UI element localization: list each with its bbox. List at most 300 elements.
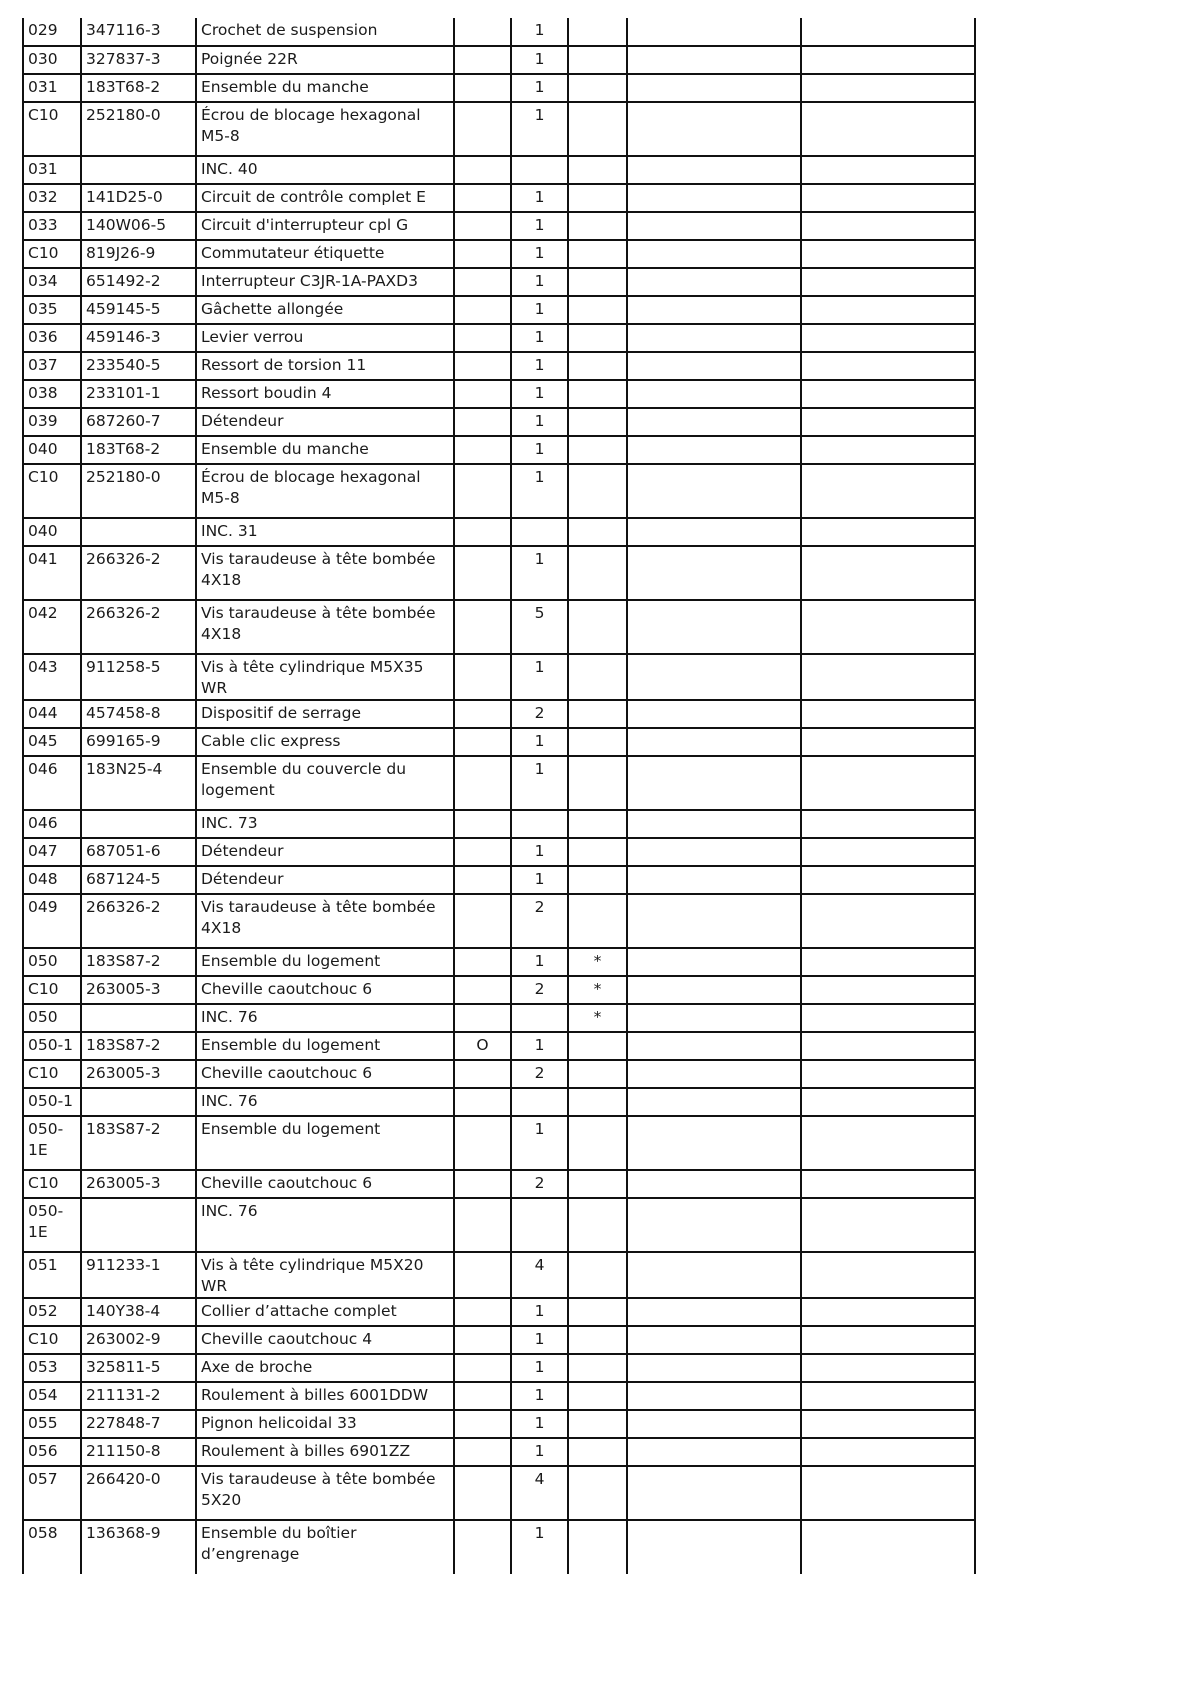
remarks-cell [627, 728, 801, 756]
table-row [23, 838, 975, 866]
description-cell: Cheville caoutchouc 6 [196, 1170, 454, 1198]
item-number-cell: 032 [23, 184, 81, 212]
quantity-cell: 1 [511, 866, 568, 894]
table-row [23, 600, 975, 654]
part-number-cell: 183N25-4 [81, 756, 196, 810]
table-row [23, 1382, 975, 1410]
remarks-cell [627, 1298, 801, 1326]
mark-cell [568, 156, 627, 184]
description-cell: Vis taraudeuse à tête bombée 4X18 [196, 546, 454, 600]
table-row [23, 324, 975, 352]
option-cell [454, 74, 511, 102]
item-number-cell: 050 [23, 948, 81, 976]
option-cell [454, 1466, 511, 1520]
item-number-cell: 030 [23, 46, 81, 74]
remarks-cell [627, 1088, 801, 1116]
notes-cell [801, 1354, 975, 1382]
option-cell [454, 1252, 511, 1298]
item-number-cell: C10 [23, 1326, 81, 1354]
part-number-cell: 136368-9 [81, 1520, 196, 1574]
quantity-cell: 1 [511, 1298, 568, 1326]
quantity-cell: 1 [511, 1116, 568, 1170]
remarks-cell [627, 74, 801, 102]
description-cell: INC. 40 [196, 156, 454, 184]
option-cell [454, 948, 511, 976]
notes-cell [801, 1032, 975, 1060]
part-number-cell: 911258-5 [81, 654, 196, 700]
option-cell [454, 156, 511, 184]
item-number-cell: 058 [23, 1520, 81, 1574]
part-number-cell: 819J26-9 [81, 240, 196, 268]
part-number-cell: 252180-0 [81, 102, 196, 156]
mark-cell: * [568, 976, 627, 1004]
table-row [23, 654, 975, 700]
item-number-cell: 043 [23, 654, 81, 700]
part-number-cell: 911233-1 [81, 1252, 196, 1298]
mark-cell [568, 756, 627, 810]
notes-cell [801, 756, 975, 810]
part-number-cell: 211150-8 [81, 1438, 196, 1466]
mark-cell [568, 728, 627, 756]
mark-cell [568, 18, 627, 46]
table-row [23, 352, 975, 380]
table-row [23, 268, 975, 296]
mark-cell [568, 46, 627, 74]
item-number-cell: 037 [23, 352, 81, 380]
notes-cell [801, 156, 975, 184]
remarks-cell [627, 1004, 801, 1032]
part-number-cell: 233101-1 [81, 380, 196, 408]
item-number-cell: 048 [23, 866, 81, 894]
option-cell [454, 380, 511, 408]
mark-cell [568, 240, 627, 268]
option-cell [454, 1410, 511, 1438]
option-cell [454, 212, 511, 240]
remarks-cell [627, 1252, 801, 1298]
mark-cell [568, 1382, 627, 1410]
quantity-cell: 1 [511, 1410, 568, 1438]
parts-table [22, 18, 976, 1574]
notes-cell [801, 212, 975, 240]
description-cell: INC. 31 [196, 518, 454, 546]
part-number-cell: 266420-0 [81, 1466, 196, 1520]
description-cell: Cheville caoutchouc 6 [196, 976, 454, 1004]
option-cell [454, 1088, 511, 1116]
notes-cell [801, 700, 975, 728]
table-row [23, 156, 975, 184]
remarks-cell [627, 268, 801, 296]
remarks-cell [627, 436, 801, 464]
quantity-cell: 5 [511, 600, 568, 654]
quantity-cell: 1 [511, 728, 568, 756]
option-cell [454, 1004, 511, 1032]
remarks-cell [627, 1466, 801, 1520]
notes-cell [801, 546, 975, 600]
table-row [23, 1170, 975, 1198]
remarks-cell [627, 1032, 801, 1060]
quantity-cell: 1 [511, 296, 568, 324]
part-number-cell: 183S87-2 [81, 1116, 196, 1170]
item-number-cell: C10 [23, 102, 81, 156]
item-number-cell: 046 [23, 810, 81, 838]
table-row [23, 212, 975, 240]
part-number-cell: 263005-3 [81, 1170, 196, 1198]
item-number-cell: C10 [23, 1170, 81, 1198]
table-row [23, 700, 975, 728]
remarks-cell [627, 408, 801, 436]
quantity-cell: 1 [511, 184, 568, 212]
item-number-cell: 040 [23, 518, 81, 546]
description-cell: Gâchette allongée [196, 296, 454, 324]
table-row [23, 380, 975, 408]
notes-cell [801, 654, 975, 700]
mark-cell [568, 1088, 627, 1116]
description-cell: Vis à tête cylindrique M5X20 WR [196, 1252, 454, 1298]
quantity-cell: 2 [511, 894, 568, 948]
item-number-cell: 054 [23, 1382, 81, 1410]
item-number-cell: 057 [23, 1466, 81, 1520]
quantity-cell: 1 [511, 464, 568, 518]
description-cell: Ensemble du logement [196, 1032, 454, 1060]
remarks-cell [627, 464, 801, 518]
remarks-cell [627, 380, 801, 408]
description-cell: Roulement à billes 6001DDW [196, 1382, 454, 1410]
remarks-cell [627, 1520, 801, 1574]
mark-cell [568, 408, 627, 436]
item-number-cell: 040 [23, 436, 81, 464]
remarks-cell [627, 1410, 801, 1438]
remarks-cell [627, 102, 801, 156]
option-cell [454, 296, 511, 324]
table-row [23, 464, 975, 518]
mark-cell [568, 1410, 627, 1438]
quantity-cell [511, 1088, 568, 1116]
item-number-cell: 033 [23, 212, 81, 240]
notes-cell [801, 1298, 975, 1326]
remarks-cell [627, 756, 801, 810]
option-cell [454, 1382, 511, 1410]
mark-cell: * [568, 1004, 627, 1032]
item-number-cell: 031 [23, 74, 81, 102]
notes-cell [801, 518, 975, 546]
part-number-cell: 325811-5 [81, 1354, 196, 1382]
mark-cell [568, 464, 627, 518]
description-cell: Vis taraudeuse à tête bombée 5X20 [196, 1466, 454, 1520]
table-row [23, 518, 975, 546]
option-cell [454, 102, 511, 156]
quantity-cell: 1 [511, 1326, 568, 1354]
part-number-cell [81, 1004, 196, 1032]
notes-cell [801, 46, 975, 74]
quantity-cell: 1 [511, 352, 568, 380]
option-cell [454, 324, 511, 352]
description-cell: Cheville caoutchouc 4 [196, 1326, 454, 1354]
quantity-cell: 1 [511, 324, 568, 352]
description-cell: Interrupteur C3JR-1A-PAXD3 [196, 268, 454, 296]
remarks-cell [627, 1438, 801, 1466]
item-number-cell: 036 [23, 324, 81, 352]
option-cell [454, 408, 511, 436]
mark-cell [568, 296, 627, 324]
item-number-cell: 056 [23, 1438, 81, 1466]
notes-cell [801, 296, 975, 324]
part-number-cell: 263002-9 [81, 1326, 196, 1354]
item-number-cell: 031 [23, 156, 81, 184]
mark-cell [568, 700, 627, 728]
notes-cell [801, 184, 975, 212]
part-number-cell [81, 1198, 196, 1252]
notes-cell [801, 436, 975, 464]
remarks-cell [627, 546, 801, 600]
remarks-cell [627, 1326, 801, 1354]
notes-cell [801, 74, 975, 102]
notes-cell [801, 1438, 975, 1466]
description-cell: Commutateur étiquette [196, 240, 454, 268]
mark-cell [568, 546, 627, 600]
item-number-cell: C10 [23, 1060, 81, 1088]
notes-cell [801, 894, 975, 948]
quantity-cell [511, 1198, 568, 1252]
table-row [23, 1438, 975, 1466]
part-number-cell: 140Y38-4 [81, 1298, 196, 1326]
quantity-cell: 1 [511, 756, 568, 810]
quantity-cell: 2 [511, 700, 568, 728]
table-row [23, 1032, 975, 1060]
remarks-cell [627, 240, 801, 268]
quantity-cell [511, 810, 568, 838]
mark-cell [568, 1466, 627, 1520]
quantity-cell: 1 [511, 380, 568, 408]
remarks-cell [627, 894, 801, 948]
description-cell: Ressort boudin 4 [196, 380, 454, 408]
mark-cell [568, 1354, 627, 1382]
description-cell: Crochet de suspension [196, 18, 454, 46]
item-number-cell: 055 [23, 1410, 81, 1438]
option-cell [454, 700, 511, 728]
option-cell [454, 894, 511, 948]
part-number-cell: 266326-2 [81, 894, 196, 948]
remarks-cell [627, 1382, 801, 1410]
description-cell: Collier d’attache complet [196, 1298, 454, 1326]
option-cell [454, 976, 511, 1004]
mark-cell [568, 1298, 627, 1326]
remarks-cell [627, 866, 801, 894]
description-cell: Ressort de torsion 11 [196, 352, 454, 380]
item-number-cell: 047 [23, 838, 81, 866]
description-cell: INC. 73 [196, 810, 454, 838]
mark-cell [568, 894, 627, 948]
mark-cell [568, 268, 627, 296]
quantity-cell [511, 1004, 568, 1032]
item-number-cell: 041 [23, 546, 81, 600]
option-cell [454, 268, 511, 296]
description-cell: Ensemble du boîtier d’engrenage [196, 1520, 454, 1574]
part-number-cell: 266326-2 [81, 600, 196, 654]
table-row [23, 102, 975, 156]
mark-cell [568, 212, 627, 240]
notes-cell [801, 1116, 975, 1170]
description-cell: Ensemble du manche [196, 74, 454, 102]
item-number-cell: 039 [23, 408, 81, 436]
quantity-cell: 2 [511, 976, 568, 1004]
notes-cell [801, 1252, 975, 1298]
notes-cell [801, 102, 975, 156]
description-cell: Poignée 22R [196, 46, 454, 74]
table-row [23, 894, 975, 948]
item-number-cell: 038 [23, 380, 81, 408]
quantity-cell: 1 [511, 1438, 568, 1466]
mark-cell [568, 838, 627, 866]
description-cell: INC. 76 [196, 1004, 454, 1032]
mark-cell [568, 518, 627, 546]
part-number-cell: 140W06-5 [81, 212, 196, 240]
item-number-cell: 034 [23, 268, 81, 296]
part-number-cell: 699165-9 [81, 728, 196, 756]
table-row [23, 1410, 975, 1438]
part-number-cell: 183S87-2 [81, 948, 196, 976]
notes-cell [801, 838, 975, 866]
description-cell: Axe de broche [196, 1354, 454, 1382]
notes-cell [801, 1088, 975, 1116]
mark-cell [568, 1520, 627, 1574]
item-number-cell: C10 [23, 240, 81, 268]
description-cell: Ensemble du logement [196, 948, 454, 976]
part-number-cell: 687260-7 [81, 408, 196, 436]
description-cell: Dispositif de serrage [196, 700, 454, 728]
option-cell [454, 1060, 511, 1088]
remarks-cell [627, 1198, 801, 1252]
mark-cell [568, 654, 627, 700]
notes-cell [801, 380, 975, 408]
mark-cell [568, 1252, 627, 1298]
remarks-cell [627, 324, 801, 352]
notes-cell [801, 240, 975, 268]
part-number-cell [81, 156, 196, 184]
remarks-cell [627, 1060, 801, 1088]
table-row [23, 866, 975, 894]
item-number-cell: 042 [23, 600, 81, 654]
description-cell: Détendeur [196, 408, 454, 436]
option-cell [454, 436, 511, 464]
mark-cell [568, 184, 627, 212]
quantity-cell: 1 [511, 74, 568, 102]
item-number-cell: 050-1 [23, 1088, 81, 1116]
remarks-cell [627, 1354, 801, 1382]
quantity-cell: 1 [511, 436, 568, 464]
description-cell: Détendeur [196, 838, 454, 866]
quantity-cell: 1 [511, 654, 568, 700]
option-cell [454, 518, 511, 546]
parts-table-body [23, 18, 975, 1574]
mark-cell [568, 1326, 627, 1354]
mark-cell: * [568, 948, 627, 976]
remarks-cell [627, 654, 801, 700]
item-number-cell: 044 [23, 700, 81, 728]
item-number-cell: 029 [23, 18, 81, 46]
mark-cell [568, 600, 627, 654]
item-number-cell: 045 [23, 728, 81, 756]
notes-cell [801, 1326, 975, 1354]
notes-cell [801, 268, 975, 296]
quantity-cell: 2 [511, 1170, 568, 1198]
notes-cell [801, 1382, 975, 1410]
part-number-cell: 347116-3 [81, 18, 196, 46]
remarks-cell [627, 1170, 801, 1198]
part-number-cell: 687051-6 [81, 838, 196, 866]
option-cell [454, 464, 511, 518]
description-cell: Roulement à billes 6901ZZ [196, 1438, 454, 1466]
description-cell: Circuit d'interrupteur cpl G [196, 212, 454, 240]
quantity-cell: 1 [511, 546, 568, 600]
option-cell [454, 1438, 511, 1466]
table-row [23, 1326, 975, 1354]
part-number-cell: 183T68-2 [81, 436, 196, 464]
mark-cell [568, 1116, 627, 1170]
table-row [23, 976, 975, 1004]
mark-cell [568, 74, 627, 102]
mark-cell [568, 810, 627, 838]
part-number-cell: 211131-2 [81, 1382, 196, 1410]
quantity-cell: 2 [511, 1060, 568, 1088]
table-row [23, 184, 975, 212]
notes-cell [801, 1060, 975, 1088]
option-cell [454, 866, 511, 894]
option-cell [454, 1326, 511, 1354]
description-cell: Pignon helicoidal 33 [196, 1410, 454, 1438]
option-cell [454, 184, 511, 212]
notes-cell [801, 1170, 975, 1198]
quantity-cell: 4 [511, 1466, 568, 1520]
quantity-cell: 1 [511, 240, 568, 268]
mark-cell [568, 866, 627, 894]
part-number-cell: 263005-3 [81, 1060, 196, 1088]
notes-cell [801, 948, 975, 976]
quantity-cell: 1 [511, 46, 568, 74]
remarks-cell [627, 46, 801, 74]
notes-cell [801, 810, 975, 838]
part-number-cell: 457458-8 [81, 700, 196, 728]
notes-cell [801, 464, 975, 518]
part-number-cell: 141D25-0 [81, 184, 196, 212]
description-cell: Levier verrou [196, 324, 454, 352]
remarks-cell [627, 1116, 801, 1170]
notes-cell [801, 352, 975, 380]
part-number-cell [81, 518, 196, 546]
quantity-cell [511, 518, 568, 546]
quantity-cell: 1 [511, 212, 568, 240]
option-cell: O [454, 1032, 511, 1060]
notes-cell [801, 1198, 975, 1252]
option-cell [454, 838, 511, 866]
table-row [23, 1354, 975, 1382]
part-number-cell: 233540-5 [81, 352, 196, 380]
option-cell [454, 1198, 511, 1252]
option-cell [454, 756, 511, 810]
option-cell [454, 240, 511, 268]
description-cell: Vis taraudeuse à tête bombée 4X18 [196, 600, 454, 654]
option-cell [454, 810, 511, 838]
notes-cell [801, 728, 975, 756]
remarks-cell [627, 600, 801, 654]
notes-cell [801, 976, 975, 1004]
mark-cell [568, 1170, 627, 1198]
remarks-cell [627, 518, 801, 546]
remarks-cell [627, 810, 801, 838]
item-number-cell: 051 [23, 1252, 81, 1298]
remarks-cell [627, 296, 801, 324]
description-cell: Vis à tête cylindrique M5X35 WR [196, 654, 454, 700]
table-row [23, 728, 975, 756]
